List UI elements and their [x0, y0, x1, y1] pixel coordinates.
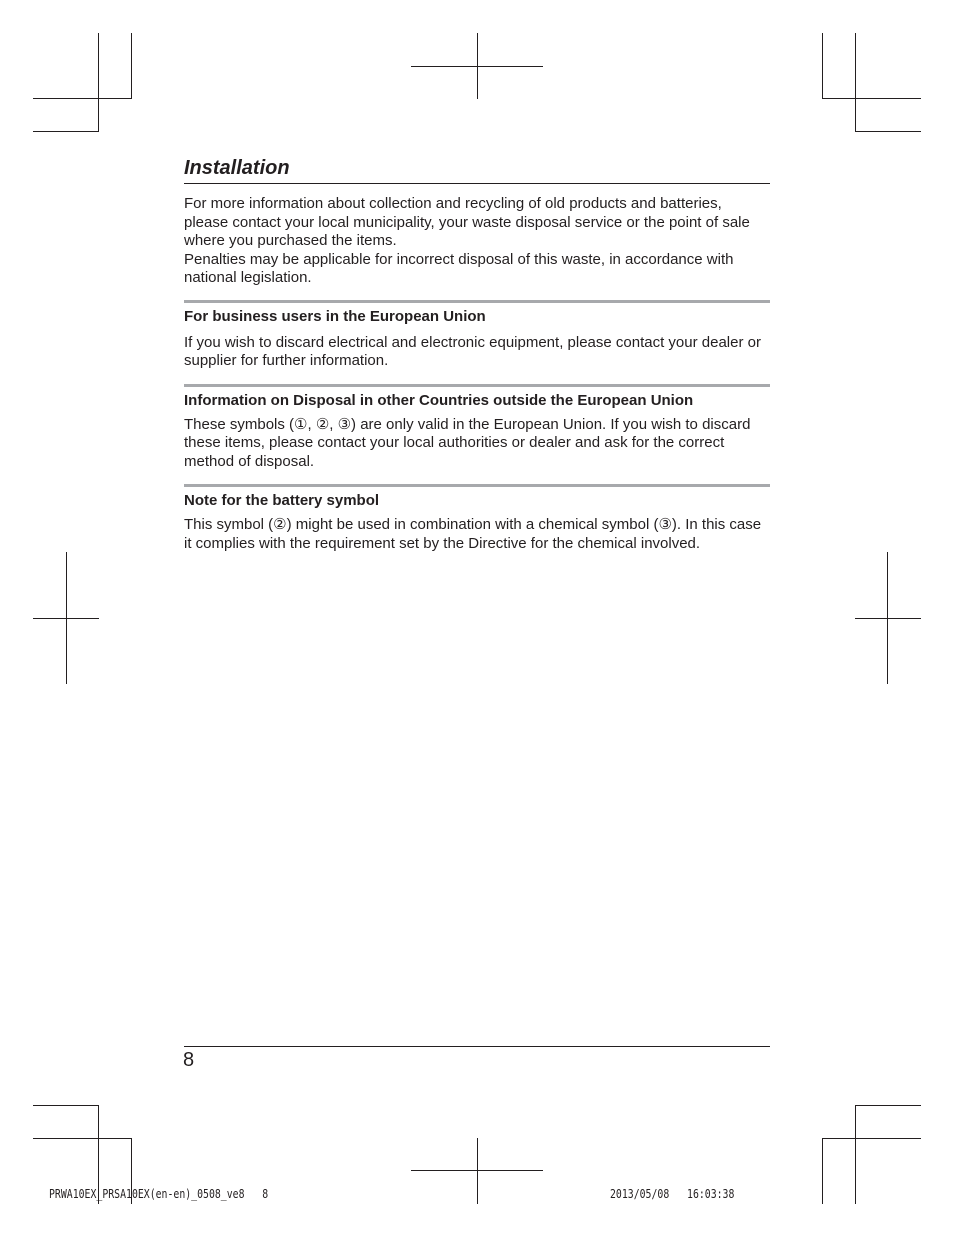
crop-mark — [33, 1105, 99, 1106]
crop-mark — [33, 131, 99, 132]
section-battery-symbol — [184, 484, 770, 553]
section-title: Note for the battery symbol — [184, 492, 380, 509]
print-slug-date: 2013/05/08 16:03:38 — [610, 1187, 735, 1201]
title-rule — [184, 183, 770, 184]
footer-rule — [184, 1046, 770, 1047]
section-outside-eu — [184, 384, 770, 472]
crop-mark — [33, 98, 131, 99]
crop-mark — [411, 66, 543, 67]
page-number: 8 — [183, 1049, 195, 1071]
page-title: Installation — [184, 157, 290, 179]
crop-mark — [822, 1138, 921, 1139]
crop-mark — [855, 1105, 856, 1204]
crop-mark — [98, 33, 99, 131]
crop-mark — [131, 33, 132, 99]
section-title: For business users in the European Union — [184, 307, 486, 325]
crop-mark — [855, 1105, 921, 1106]
section-body: This symbol (②) might be used in combination with a chemical symbol (③). In this case it complies with the requirement set by the Directive for the chemical involved. — [184, 516, 762, 552]
crop-mark — [822, 1138, 823, 1204]
crop-mark — [411, 1170, 543, 1171]
section-body: These symbols (①, ②, ③) are only valid in the European Union. If you wish to discard these items, please contact your local authorities or dealer and ask for the correct method of disposal. — [184, 415, 751, 470]
intro-paragraph: For more information about collection and recycling of old products and batteries, please contact your local municipality, your waste disposal service or the point of sale where you purchased the items. — [184, 195, 750, 249]
section-business-users — [184, 300, 770, 371]
intro-text — [184, 195, 770, 288]
crop-mark — [855, 33, 856, 131]
crop-mark — [822, 98, 921, 99]
crop-mark — [855, 618, 921, 619]
page-content — [184, 155, 770, 553]
crop-mark — [33, 1138, 131, 1139]
crop-mark — [33, 618, 99, 619]
print-slug-file: PRWA10EX_PRSA10EX(en-en)_0508_ve8 8 — [49, 1187, 269, 1201]
section-body: If you wish to discard electrical and electronic equipment, please contact your dealer or supplier for further information. — [184, 333, 761, 369]
intro-paragraph: Penalties may be applicable for incorrect disposal of this waste, in accordance with national legislation. — [184, 250, 734, 286]
crop-mark — [477, 1138, 478, 1204]
section-title: Information on Disposal in other Countries outside the European Union — [184, 391, 694, 409]
crop-mark — [855, 131, 921, 132]
crop-mark — [822, 33, 823, 99]
